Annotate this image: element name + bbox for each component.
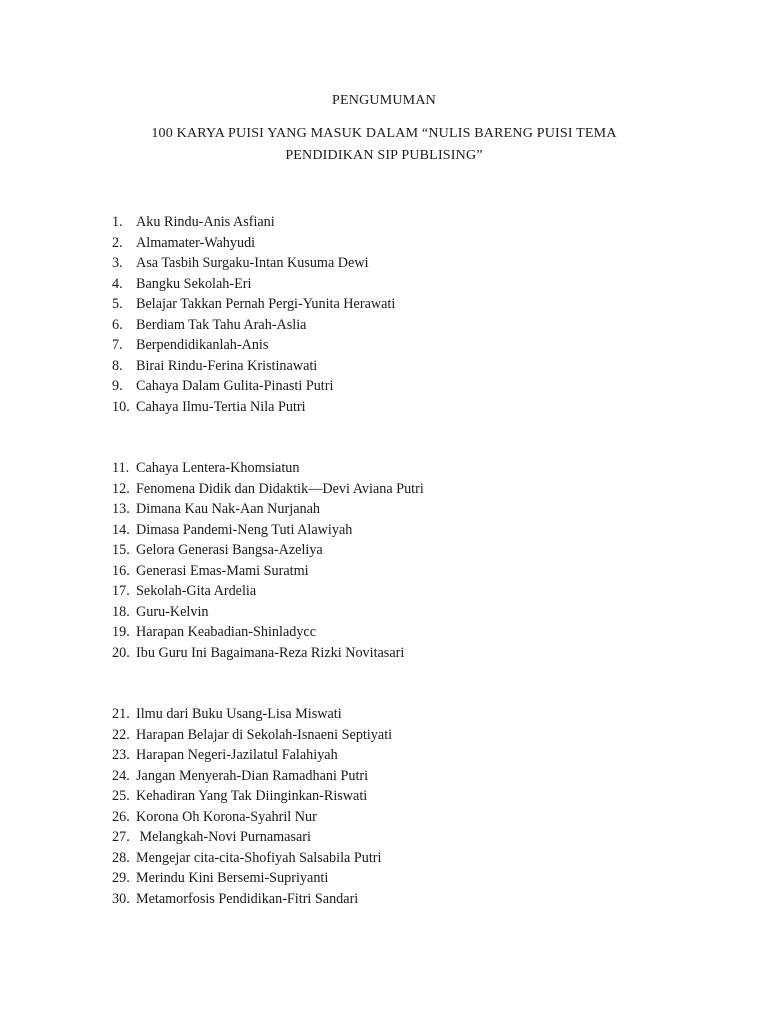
list-item-number: 20. — [112, 644, 130, 661]
announcement-subtitle-line-1: 100 KARYA PUISI YANG MASUK DALAM “NULIS BARENG PUISI TEMA — [151, 126, 617, 141]
list-item-number: 22. — [112, 726, 130, 743]
list-item-number: 2. — [112, 234, 123, 251]
list-item-text: Kehadiran Yang Tak Diinginkan-Riswati — [136, 788, 368, 804]
list-item — [112, 233, 395, 254]
list-item-number: 26. — [112, 808, 130, 825]
list-item-number: 12. — [112, 480, 130, 497]
list-item-text: Belajar Takkan Pernah Pergi-Yunita Herawati — [136, 296, 396, 312]
page-title: PENGUMUMAN — [332, 93, 436, 108]
list-item-number: 28. — [112, 849, 130, 866]
list-item-text: Asa Tasbih Surgaku-Intan Kusuma Dewi — [136, 255, 369, 271]
list-item — [112, 479, 424, 500]
list-item — [112, 274, 395, 295]
list-item — [112, 294, 395, 315]
list-item-text: Harapan Keabadian-Shinladycc — [136, 624, 317, 640]
list-item-text: Dimasa Pandemi-Neng Tuti Alawiyah — [136, 521, 353, 538]
list-item-text: Gelora Generasi Bangsa-Azeliya — [136, 542, 323, 558]
list-item — [112, 725, 392, 746]
list-item-number: 30. — [112, 890, 130, 907]
list-item-text: Almamater-Wahyudi — [136, 234, 256, 251]
list-item — [112, 807, 392, 828]
list-item — [112, 540, 424, 561]
list-item — [112, 561, 424, 582]
list-item-text: Harapan Negeri-Jazilatul Falahiyah — [136, 747, 338, 763]
list-item-number: 7. — [112, 337, 123, 353]
list-item-text: Merindu Kini Bersemi-Supriyanti — [136, 870, 329, 886]
list-item — [112, 602, 424, 623]
list-item-number: 11. — [112, 460, 130, 476]
list-item-text: Dimana Kau Nak-Aan Nurjanah — [136, 501, 320, 517]
list-item-text: Aku Rindu-Anis Asfiani — [136, 214, 275, 230]
list-item — [112, 848, 392, 869]
list-item-text: Mengejar cita-cita-Shofiyah Salsabila Putri — [136, 849, 382, 866]
list-item-text: Fenomena Didik dan Didaktik—Devi Aviana Putri — [136, 480, 424, 497]
list-item — [112, 458, 424, 479]
list-item-text: Cahaya Ilmu-Tertia Nila Putri — [136, 398, 306, 415]
list-item — [112, 356, 395, 377]
list-item-text: Berpendidikanlah-Anis — [136, 337, 269, 353]
list-item-number: 9. — [112, 378, 123, 394]
poem-list-group-1 — [112, 212, 395, 417]
list-item — [112, 766, 392, 787]
list-item-text: Cahaya Dalam Gulita-Pinasti Putri — [136, 378, 334, 394]
list-item — [112, 745, 392, 766]
list-item — [112, 335, 395, 356]
list-item-number: 3. — [112, 255, 123, 271]
list-item — [112, 499, 424, 520]
list-item — [112, 622, 424, 643]
list-item — [112, 397, 395, 418]
list-item-number: 19. — [112, 624, 130, 640]
list-item-number: 13. — [112, 501, 130, 517]
list-item — [112, 868, 392, 889]
list-item — [112, 376, 395, 397]
list-item — [112, 212, 395, 233]
list-item-number: 21. — [112, 706, 130, 722]
list-item — [112, 786, 392, 807]
list-item-number: 10. — [112, 398, 130, 415]
list-item-text: Ibu Guru Ini Bagaimana-Reza Rizki Novitasari — [136, 644, 405, 661]
list-item-text: Harapan Belajar di Sekolah-Isnaeni Septiyati — [136, 726, 393, 743]
list-item — [112, 643, 424, 664]
list-item — [112, 315, 395, 336]
list-item-number: 27. — [112, 829, 130, 845]
list-item-text: Jangan Menyerah-Dian Ramadhani Putri — [136, 767, 369, 784]
list-item-text: Guru-Kelvin — [136, 603, 209, 620]
list-item-text: Cahaya Lentera-Khomsiatun — [136, 460, 300, 476]
list-item-text: Birai Rindu-Ferina Kristinawati — [136, 357, 318, 374]
list-item-number: 25. — [112, 788, 130, 804]
list-item-text: Sekolah-Gita Ardelia — [136, 583, 257, 599]
list-item-number: 17. — [112, 583, 130, 599]
list-item-number: 16. — [112, 562, 130, 579]
list-item-number: 6. — [112, 316, 123, 333]
list-item-number: 23. — [112, 747, 130, 763]
list-item — [112, 827, 392, 848]
poem-list-group-3 — [112, 704, 392, 909]
list-item-number: 14. — [112, 521, 130, 538]
list-item-text: Berdiam Tak Tahu Arah-Aslia — [136, 316, 307, 333]
list-item-number: 24. — [112, 767, 130, 784]
list-item — [112, 520, 424, 541]
list-item — [112, 253, 395, 274]
list-item-number: 15. — [112, 542, 130, 558]
list-item-text: Metamorfosis Pendidikan-Fitri Sandari — [136, 890, 359, 907]
list-item-number: 8. — [112, 357, 123, 374]
list-item — [112, 704, 392, 725]
list-item-text: Ilmu dari Buku Usang-Lisa Miswati — [136, 706, 342, 722]
list-item — [112, 889, 392, 910]
list-item-number: 4. — [112, 275, 123, 292]
list-item-number: 1. — [112, 214, 123, 230]
list-item-number: 18. — [112, 603, 130, 620]
list-item-number: 29. — [112, 870, 130, 886]
poem-list-group-2 — [112, 458, 424, 663]
list-item-text: Melangkah-Novi Purnamasari — [136, 829, 311, 845]
announcement-subtitle-line-2: PENDIDIKAN SIP PUBLISING” — [285, 148, 483, 163]
list-item-number: 5. — [112, 296, 123, 312]
list-item-text: Bangku Sekolah-Eri — [136, 275, 252, 292]
list-item-text: Generasi Emas-Mami Suratmi — [136, 562, 309, 579]
list-item — [112, 581, 424, 602]
list-item-text: Korona Oh Korona-Syahril Nur — [136, 808, 317, 825]
